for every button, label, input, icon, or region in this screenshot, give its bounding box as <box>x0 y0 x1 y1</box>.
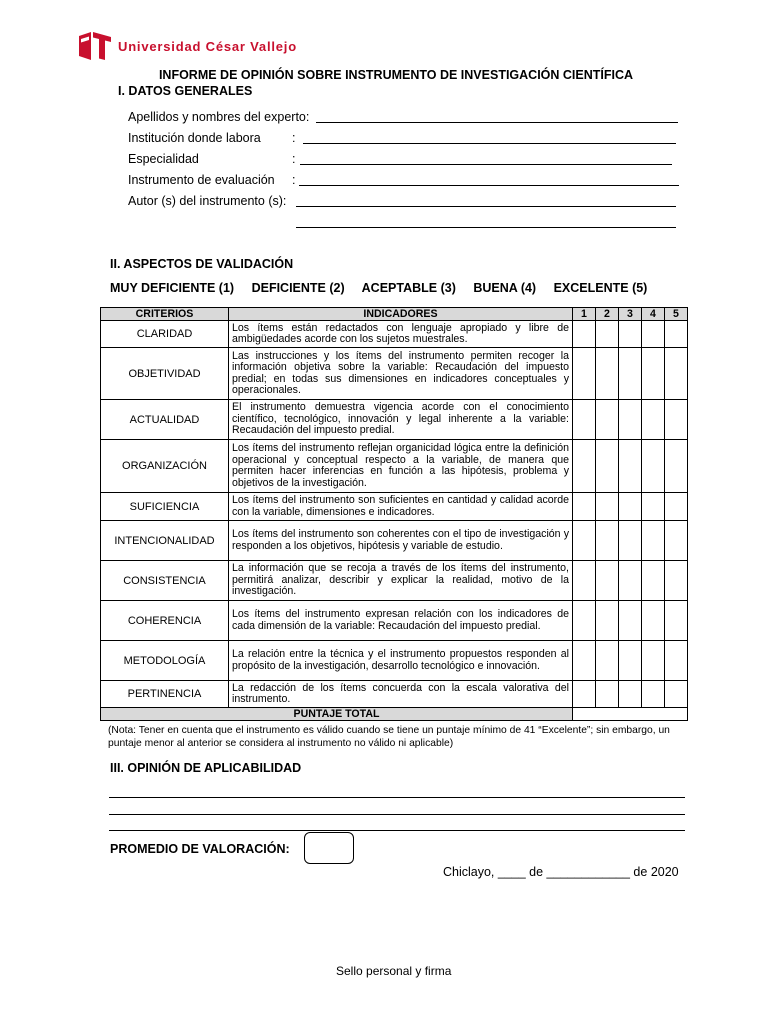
column-header: 3 <box>619 308 642 321</box>
score-cell[interactable] <box>665 348 688 400</box>
score-cell[interactable] <box>596 601 619 641</box>
criterion-cell: ORGANIZACIÓN <box>101 440 229 493</box>
opinion-line-1[interactable] <box>109 797 685 798</box>
score-cell[interactable] <box>665 321 688 348</box>
score-cell[interactable] <box>619 521 642 561</box>
field-instrument <box>128 173 296 187</box>
indicator-cell: Las instrucciones y los ítems del instrumento permiten recoger la información objetiva sobre la variable: Recaudación del impuesto predial; en todas sus dimensiones en indicadores conceptuales y operacionales. <box>229 348 573 400</box>
score-cell[interactable] <box>573 400 596 440</box>
table-row <box>101 681 688 708</box>
score-cell[interactable] <box>665 493 688 521</box>
column-header: 5 <box>665 308 688 321</box>
score-cell[interactable] <box>573 440 596 493</box>
field-colon: : <box>292 173 296 187</box>
date-line: Chiclayo, ____ de ____________ de 2020 <box>443 865 679 879</box>
score-cell[interactable] <box>619 348 642 400</box>
promedio-input-box[interactable] <box>304 832 354 864</box>
score-cell[interactable] <box>573 348 596 400</box>
field-label: Autor (s) del instrumento (s): <box>128 194 287 208</box>
specialty-blank[interactable] <box>300 164 672 165</box>
ucv-logo-icon <box>78 30 112 62</box>
scale-item: DEFICIENTE (2) <box>251 281 345 295</box>
score-cell[interactable] <box>619 561 642 601</box>
score-cell[interactable] <box>642 521 665 561</box>
column-header: 2 <box>596 308 619 321</box>
criterion-cell: PERTINENCIA <box>101 681 229 708</box>
score-cell[interactable] <box>596 641 619 681</box>
indicator-cell: Los ítems del instrumento reflejan organicidad lógica entre la definición operacional y conceptual respecto a la variable, de manera que permiten hacer inferencias en función a las hipótesis, problema y objetivos de la investigación. <box>229 440 573 493</box>
score-cell[interactable] <box>665 521 688 561</box>
score-cell[interactable] <box>619 440 642 493</box>
score-cell[interactable] <box>573 681 596 708</box>
scale-item: EXCELENTE (5) <box>553 281 648 295</box>
total-label: PUNTAJE TOTAL <box>101 708 573 721</box>
table-row <box>101 348 688 400</box>
indicator-cell: Los ítems del instrumento expresan relación con los indicadores de cada dimensión de la variable: Recaudación del impuesto predial. <box>229 601 573 641</box>
score-cell[interactable] <box>596 400 619 440</box>
column-header: INDICADORES <box>229 308 573 321</box>
criterion-cell: SUFICIENCIA <box>101 493 229 521</box>
table-row <box>101 641 688 681</box>
column-header: CRITERIOS <box>101 308 229 321</box>
score-cell[interactable] <box>596 348 619 400</box>
field-label: Especialidad <box>128 152 199 166</box>
score-cell[interactable] <box>573 601 596 641</box>
field-label: Institución donde labora <box>128 131 261 145</box>
indicator-cell: Los ítems del instrumento son suficientes en cantidad y calidad acorde con la variable, dimensiones e indicadores. <box>229 493 573 521</box>
score-cell[interactable] <box>573 493 596 521</box>
score-cell[interactable] <box>642 681 665 708</box>
score-cell[interactable] <box>642 601 665 641</box>
scale-item: ACEPTABLE (3) <box>361 281 456 295</box>
indicator-cell: El instrumento demuestra vigencia acorde con el conocimiento científico, tecnológico, innovación y legal inherente a la variable: Recaudación del impuesto predial. <box>229 400 573 440</box>
author-blank[interactable] <box>296 206 676 207</box>
section-heading-opinion: III. OPINIÓN DE APLICABILIDAD <box>110 761 302 775</box>
score-cell[interactable] <box>665 681 688 708</box>
score-cell[interactable] <box>619 641 642 681</box>
indicator-cell: Los ítems están redactados con lenguaje apropiado y libre de ambigüedades acorde con los sujetos muestrales. <box>229 321 573 348</box>
column-header: 1 <box>573 308 596 321</box>
field-institution <box>128 131 296 145</box>
opinion-line-3[interactable] <box>109 830 685 831</box>
institution-blank[interactable] <box>303 143 676 144</box>
criterion-cell: CLARIDAD <box>101 321 229 348</box>
table-row <box>101 400 688 440</box>
university-name: Universidad César Vallejo <box>118 39 297 54</box>
score-cell[interactable] <box>665 440 688 493</box>
score-cell[interactable] <box>596 561 619 601</box>
table-row <box>101 321 688 348</box>
score-cell[interactable] <box>619 400 642 440</box>
score-cell[interactable] <box>596 321 619 348</box>
score-cell[interactable] <box>619 321 642 348</box>
indicator-cell: La información que se recoja a través de los ítems del instrumento, permitirá analizar, describir y explicar la realidad, motivo de la investigación. <box>229 561 573 601</box>
section-heading-aspectos: II. ASPECTOS DE VALIDACIÓN <box>110 257 294 271</box>
university-logo <box>78 30 378 64</box>
field-specialty <box>128 152 296 166</box>
field-author <box>128 194 286 208</box>
promedio-label: PROMEDIO DE VALORACIÓN: <box>110 842 290 856</box>
table-row <box>101 440 688 493</box>
indicator-cell: Los ítems del instrumento son coherentes con el tipo de investigación y responden a los objetivos, hipótesis y variable de estudio. <box>229 521 573 561</box>
score-cell[interactable] <box>573 561 596 601</box>
table-header-row <box>101 308 688 321</box>
criterion-cell: COHERENCIA <box>101 601 229 641</box>
score-cell[interactable] <box>642 641 665 681</box>
document-title: INFORME DE OPINIÓN SOBRE INSTRUMENTO DE INVESTIGACIÓN CIENTÍFICA <box>158 68 634 82</box>
score-cell[interactable] <box>619 493 642 521</box>
scale-item: BUENA (4) <box>473 281 537 295</box>
score-cell[interactable] <box>665 641 688 681</box>
score-cell[interactable] <box>596 493 619 521</box>
score-cell[interactable] <box>573 321 596 348</box>
rating-scale-legend <box>110 281 661 295</box>
criterion-cell: ACTUALIDAD <box>101 400 229 440</box>
field-colon: : <box>292 152 296 166</box>
total-row <box>101 708 688 721</box>
field-label: Instrumento de evaluación <box>128 173 275 187</box>
score-cell[interactable] <box>642 321 665 348</box>
table-row <box>101 493 688 521</box>
score-cell[interactable] <box>642 561 665 601</box>
score-cell[interactable] <box>619 681 642 708</box>
score-cell[interactable] <box>665 561 688 601</box>
field-expert-name <box>128 110 309 124</box>
table-row <box>101 601 688 641</box>
score-cell[interactable] <box>642 348 665 400</box>
score-cell[interactable] <box>642 400 665 440</box>
score-cell[interactable] <box>596 681 619 708</box>
score-cell[interactable] <box>596 440 619 493</box>
field-colon: : <box>292 131 296 145</box>
indicator-cell: La relación entre la técnica y el instrumento propuestos responden al propósito de la investigación, desarrollo tecnológico e innovación. <box>229 641 573 681</box>
criterion-cell: INTENCIONALIDAD <box>101 521 229 561</box>
score-cell[interactable] <box>665 601 688 641</box>
opinion-line-2[interactable] <box>109 814 685 815</box>
column-header: 4 <box>642 308 665 321</box>
author-blank-2[interactable] <box>296 227 676 228</box>
score-cell[interactable] <box>619 601 642 641</box>
field-label: Apellidos y nombres del experto: <box>128 110 310 124</box>
criterion-cell: CONSISTENCIA <box>101 561 229 601</box>
score-cell[interactable] <box>573 521 596 561</box>
criterion-cell: METODOLOGÍA <box>101 641 229 681</box>
instrument-blank[interactable] <box>299 185 679 186</box>
score-cell[interactable] <box>665 400 688 440</box>
validity-note: (Nota: Tener en cuenta que el instrumento es válido cuando se tiene un puntaje mínimo de 41 “Excelente”; sin embargo, un puntaje menor al anterior se considera al instrumento no válido ni aplicable) <box>108 725 670 749</box>
section-heading-datos-generales: I. DATOS GENERALES <box>118 84 253 98</box>
expert-name-blank[interactable] <box>316 122 678 123</box>
score-cell[interactable] <box>573 641 596 681</box>
indicator-cell: La redacción de los ítems concuerda con la escala valorativa del instrumento. <box>229 681 573 708</box>
table-row <box>101 561 688 601</box>
table-row <box>101 521 688 561</box>
criterion-cell: OBJETIVIDAD <box>101 348 229 400</box>
score-cell[interactable] <box>642 440 665 493</box>
total-score-cell[interactable] <box>573 708 688 721</box>
scale-item: MUY DEFICIENTE (1) <box>110 281 235 295</box>
validation-table <box>100 307 688 721</box>
score-cell[interactable] <box>642 493 665 521</box>
score-cell[interactable] <box>596 521 619 561</box>
signature-label: Sello personal y firma <box>336 964 452 978</box>
